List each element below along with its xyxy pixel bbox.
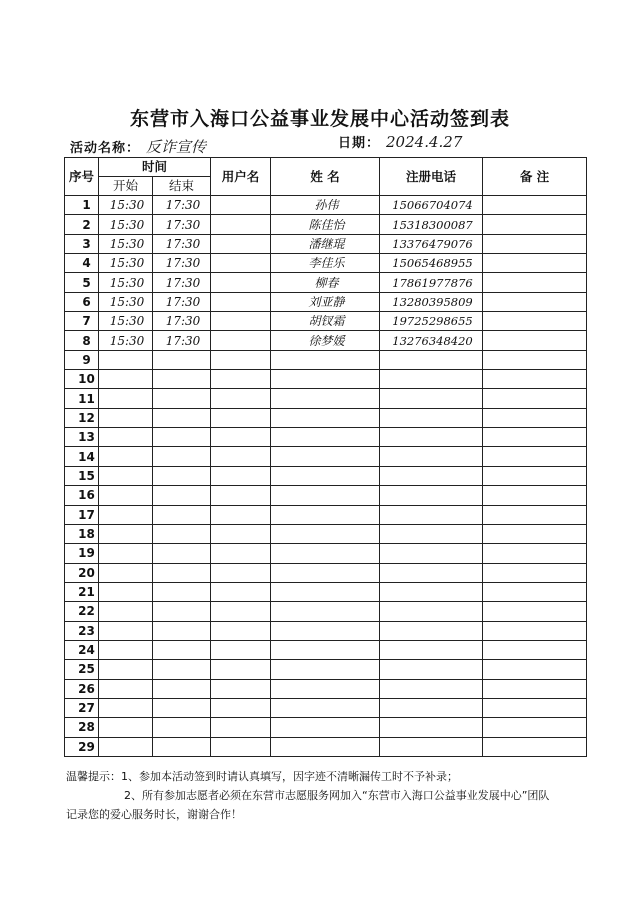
row-name: 柳春 bbox=[271, 273, 380, 292]
row-start-time bbox=[99, 602, 153, 621]
row-phone bbox=[380, 370, 483, 389]
row-end-time bbox=[153, 737, 211, 756]
table-row bbox=[65, 544, 587, 563]
row-seq: 14 bbox=[65, 447, 99, 466]
row-start-time: 15:30 bbox=[99, 312, 153, 331]
table-row bbox=[65, 524, 587, 543]
row-phone bbox=[380, 350, 483, 369]
row-name bbox=[271, 466, 380, 485]
row-username bbox=[211, 254, 271, 273]
table-row bbox=[65, 698, 587, 717]
table-row bbox=[65, 331, 587, 350]
row-seq: 5 bbox=[65, 273, 99, 292]
table-row bbox=[65, 602, 587, 621]
row-start-time bbox=[99, 350, 153, 369]
row-end-time bbox=[153, 350, 211, 369]
row-end-time: 17:30 bbox=[153, 234, 211, 253]
row-end-time bbox=[153, 544, 211, 563]
row-username bbox=[211, 234, 271, 253]
row-phone bbox=[380, 660, 483, 679]
header-start: 开始 bbox=[99, 177, 153, 196]
header-name: 姓 名 bbox=[271, 158, 380, 196]
row-name bbox=[271, 737, 380, 756]
row-username bbox=[211, 389, 271, 408]
row-username bbox=[211, 602, 271, 621]
row-name: 胡钗霜 bbox=[271, 312, 380, 331]
row-remarks bbox=[483, 660, 587, 679]
row-username bbox=[211, 544, 271, 563]
row-start-time bbox=[99, 408, 153, 427]
row-name: 孙伟 bbox=[271, 196, 380, 215]
table-row bbox=[65, 408, 587, 427]
row-phone: 15065468955 bbox=[380, 254, 483, 273]
row-phone bbox=[380, 698, 483, 717]
row-start-time bbox=[99, 428, 153, 447]
row-username bbox=[211, 215, 271, 234]
row-phone bbox=[380, 563, 483, 582]
row-end-time bbox=[153, 679, 211, 698]
table-row bbox=[65, 428, 587, 447]
row-remarks bbox=[483, 254, 587, 273]
table-row bbox=[65, 312, 587, 331]
row-username bbox=[211, 582, 271, 601]
row-seq: 16 bbox=[65, 486, 99, 505]
row-seq: 4 bbox=[65, 254, 99, 273]
row-remarks bbox=[483, 312, 587, 331]
row-seq: 21 bbox=[65, 582, 99, 601]
row-end-time: 17:30 bbox=[153, 254, 211, 273]
row-username bbox=[211, 273, 271, 292]
row-seq: 23 bbox=[65, 621, 99, 640]
row-remarks bbox=[483, 215, 587, 234]
row-start-time: 15:30 bbox=[99, 196, 153, 215]
row-seq: 1 bbox=[65, 196, 99, 215]
row-seq: 7 bbox=[65, 312, 99, 331]
row-seq: 2 bbox=[65, 215, 99, 234]
header-seq: 序号 bbox=[65, 158, 99, 196]
row-username bbox=[211, 640, 271, 659]
row-remarks bbox=[483, 698, 587, 717]
row-remarks bbox=[483, 563, 587, 582]
row-name bbox=[271, 505, 380, 524]
row-username bbox=[211, 718, 271, 737]
table-row bbox=[65, 486, 587, 505]
row-end-time: 17:30 bbox=[153, 196, 211, 215]
row-seq: 29 bbox=[65, 737, 99, 756]
row-start-time bbox=[99, 698, 153, 717]
row-seq: 25 bbox=[65, 660, 99, 679]
signin-table bbox=[64, 157, 587, 757]
row-start-time: 15:30 bbox=[99, 215, 153, 234]
table-body bbox=[65, 196, 587, 757]
row-end-time bbox=[153, 602, 211, 621]
row-username bbox=[211, 428, 271, 447]
row-end-time bbox=[153, 466, 211, 485]
row-end-time bbox=[153, 660, 211, 679]
row-start-time bbox=[99, 486, 153, 505]
row-name bbox=[271, 679, 380, 698]
table-row bbox=[65, 621, 587, 640]
notes bbox=[66, 767, 586, 824]
table-row bbox=[65, 254, 587, 273]
row-end-time bbox=[153, 408, 211, 427]
row-phone bbox=[380, 737, 483, 756]
date-label: 日期： bbox=[338, 136, 381, 151]
row-seq: 22 bbox=[65, 602, 99, 621]
row-start-time bbox=[99, 505, 153, 524]
table-row bbox=[65, 292, 587, 311]
note-line-1: 温馨提示：1、参加本活动签到时请认真填写，因字迹不清晰漏传工时不予补录； bbox=[66, 770, 458, 783]
header-username: 用户名 bbox=[211, 158, 271, 196]
row-end-time bbox=[153, 582, 211, 601]
row-remarks bbox=[483, 408, 587, 427]
row-start-time: 15:30 bbox=[99, 254, 153, 273]
row-start-time bbox=[99, 389, 153, 408]
row-seq: 18 bbox=[65, 524, 99, 543]
row-remarks bbox=[483, 196, 587, 215]
row-seq: 9 bbox=[65, 350, 99, 369]
row-remarks bbox=[483, 370, 587, 389]
row-username bbox=[211, 660, 271, 679]
row-end-time bbox=[153, 621, 211, 640]
row-phone: 13280395809 bbox=[380, 292, 483, 311]
row-name bbox=[271, 698, 380, 717]
row-phone bbox=[380, 505, 483, 524]
row-phone bbox=[380, 602, 483, 621]
row-phone bbox=[380, 466, 483, 485]
row-end-time bbox=[153, 389, 211, 408]
row-username bbox=[211, 350, 271, 369]
table-row bbox=[65, 215, 587, 234]
sheet-title: 东营市入海口公益事业发展中心活动签到表 bbox=[129, 108, 510, 130]
row-phone bbox=[380, 524, 483, 543]
row-username bbox=[211, 698, 271, 717]
row-username bbox=[211, 331, 271, 350]
row-remarks bbox=[483, 466, 587, 485]
row-seq: 24 bbox=[65, 640, 99, 659]
table-row bbox=[65, 640, 587, 659]
row-username bbox=[211, 292, 271, 311]
row-remarks bbox=[483, 273, 587, 292]
row-phone bbox=[380, 447, 483, 466]
row-remarks bbox=[483, 486, 587, 505]
row-seq: 3 bbox=[65, 234, 99, 253]
row-end-time bbox=[153, 447, 211, 466]
header-time: 时间 bbox=[99, 158, 211, 177]
table-row bbox=[65, 505, 587, 524]
row-remarks bbox=[483, 428, 587, 447]
row-name bbox=[271, 718, 380, 737]
row-seq: 27 bbox=[65, 698, 99, 717]
table-row bbox=[65, 350, 587, 369]
row-start-time bbox=[99, 582, 153, 601]
row-phone bbox=[380, 408, 483, 427]
row-phone bbox=[380, 718, 483, 737]
row-end-time bbox=[153, 718, 211, 737]
row-remarks bbox=[483, 582, 587, 601]
row-name bbox=[271, 582, 380, 601]
row-seq: 28 bbox=[65, 718, 99, 737]
row-name bbox=[271, 660, 380, 679]
row-username bbox=[211, 196, 271, 215]
date-field bbox=[338, 132, 462, 151]
row-phone: 19725298655 bbox=[380, 312, 483, 331]
row-end-time bbox=[153, 563, 211, 582]
row-name bbox=[271, 447, 380, 466]
row-end-time: 17:30 bbox=[153, 215, 211, 234]
row-end-time bbox=[153, 486, 211, 505]
row-username bbox=[211, 408, 271, 427]
note-line-2: 2、所有参加志愿者必须在东营市志愿服务网加入“东营市入海口公益事业发展中心”团队 bbox=[124, 789, 550, 802]
row-seq: 17 bbox=[65, 505, 99, 524]
row-phone bbox=[380, 640, 483, 659]
header-remarks: 备 注 bbox=[483, 158, 587, 196]
row-start-time bbox=[99, 679, 153, 698]
table-row bbox=[65, 660, 587, 679]
row-name bbox=[271, 621, 380, 640]
table-row bbox=[65, 234, 587, 253]
table-row bbox=[65, 273, 587, 292]
row-username bbox=[211, 370, 271, 389]
note-line-3: 记录您的爱心服务时长，谢谢合作！ bbox=[66, 808, 242, 821]
row-seq: 19 bbox=[65, 544, 99, 563]
table-row bbox=[65, 370, 587, 389]
row-remarks bbox=[483, 350, 587, 369]
row-seq: 13 bbox=[65, 428, 99, 447]
header-phone: 注册电话 bbox=[380, 158, 483, 196]
row-username bbox=[211, 486, 271, 505]
row-name bbox=[271, 370, 380, 389]
date-value: 2024.4.27 bbox=[386, 133, 463, 151]
row-phone bbox=[380, 621, 483, 640]
row-name bbox=[271, 350, 380, 369]
activity-name-value: 反诈宣传 bbox=[146, 138, 207, 156]
row-remarks bbox=[483, 331, 587, 350]
row-name bbox=[271, 640, 380, 659]
row-start-time: 15:30 bbox=[99, 292, 153, 311]
row-remarks bbox=[483, 524, 587, 543]
row-phone: 17861977876 bbox=[380, 273, 483, 292]
row-phone bbox=[380, 486, 483, 505]
row-name: 潘继琨 bbox=[271, 234, 380, 253]
row-name: 徐梦媛 bbox=[271, 331, 380, 350]
row-start-time bbox=[99, 660, 153, 679]
row-name bbox=[271, 524, 380, 543]
row-phone: 13276348420 bbox=[380, 331, 483, 350]
row-start-time bbox=[99, 718, 153, 737]
row-username bbox=[211, 563, 271, 582]
row-seq: 11 bbox=[65, 389, 99, 408]
table-row bbox=[65, 389, 587, 408]
row-name bbox=[271, 602, 380, 621]
row-end-time bbox=[153, 640, 211, 659]
row-remarks bbox=[483, 505, 587, 524]
table-row bbox=[65, 582, 587, 601]
row-end-time bbox=[153, 524, 211, 543]
row-start-time: 15:30 bbox=[99, 234, 153, 253]
row-start-time bbox=[99, 621, 153, 640]
row-end-time: 17:30 bbox=[153, 273, 211, 292]
row-name bbox=[271, 389, 380, 408]
row-username bbox=[211, 312, 271, 331]
row-name: 李佳乐 bbox=[271, 254, 380, 273]
row-remarks bbox=[483, 544, 587, 563]
row-phone bbox=[380, 544, 483, 563]
row-username bbox=[211, 737, 271, 756]
table-row bbox=[65, 196, 587, 215]
table-row bbox=[65, 563, 587, 582]
row-remarks bbox=[483, 234, 587, 253]
table-row bbox=[65, 679, 587, 698]
row-end-time bbox=[153, 370, 211, 389]
table-row bbox=[65, 718, 587, 737]
row-end-time bbox=[153, 505, 211, 524]
row-name bbox=[271, 486, 380, 505]
row-remarks bbox=[483, 718, 587, 737]
row-start-time bbox=[99, 640, 153, 659]
table-row bbox=[65, 466, 587, 485]
row-phone bbox=[380, 582, 483, 601]
header-end: 结束 bbox=[153, 177, 211, 196]
row-start-time bbox=[99, 737, 153, 756]
row-remarks bbox=[483, 679, 587, 698]
row-phone: 15066704074 bbox=[380, 196, 483, 215]
row-name bbox=[271, 544, 380, 563]
row-seq: 15 bbox=[65, 466, 99, 485]
row-start-time bbox=[99, 466, 153, 485]
row-end-time: 17:30 bbox=[153, 312, 211, 331]
row-remarks bbox=[483, 389, 587, 408]
row-username bbox=[211, 447, 271, 466]
row-username bbox=[211, 621, 271, 640]
row-seq: 10 bbox=[65, 370, 99, 389]
row-start-time bbox=[99, 544, 153, 563]
row-remarks bbox=[483, 602, 587, 621]
row-username bbox=[211, 466, 271, 485]
row-username bbox=[211, 505, 271, 524]
row-seq: 12 bbox=[65, 408, 99, 427]
row-remarks bbox=[483, 447, 587, 466]
row-username bbox=[211, 679, 271, 698]
row-end-time bbox=[153, 428, 211, 447]
activity-name-label: 活动名称： bbox=[70, 141, 141, 156]
row-end-time bbox=[153, 698, 211, 717]
row-remarks bbox=[483, 737, 587, 756]
row-seq: 8 bbox=[65, 331, 99, 350]
row-end-time: 17:30 bbox=[153, 292, 211, 311]
row-phone bbox=[380, 389, 483, 408]
row-start-time: 15:30 bbox=[99, 273, 153, 292]
row-name bbox=[271, 428, 380, 447]
row-name: 刘亚静 bbox=[271, 292, 380, 311]
row-name bbox=[271, 563, 380, 582]
row-start-time bbox=[99, 447, 153, 466]
table-row bbox=[65, 447, 587, 466]
row-remarks bbox=[483, 640, 587, 659]
row-start-time bbox=[99, 524, 153, 543]
row-phone bbox=[380, 428, 483, 447]
row-name: 陈佳怡 bbox=[271, 215, 380, 234]
row-start-time bbox=[99, 370, 153, 389]
row-username bbox=[211, 524, 271, 543]
row-end-time: 17:30 bbox=[153, 331, 211, 350]
row-remarks bbox=[483, 292, 587, 311]
row-name bbox=[271, 408, 380, 427]
row-start-time bbox=[99, 563, 153, 582]
row-phone bbox=[380, 679, 483, 698]
row-remarks bbox=[483, 621, 587, 640]
table-row bbox=[65, 737, 587, 756]
row-phone: 13376479076 bbox=[380, 234, 483, 253]
row-seq: 6 bbox=[65, 292, 99, 311]
row-phone: 15318300087 bbox=[380, 215, 483, 234]
row-seq: 26 bbox=[65, 679, 99, 698]
activity-name-field bbox=[70, 136, 206, 157]
row-start-time: 15:30 bbox=[99, 331, 153, 350]
row-seq: 20 bbox=[65, 563, 99, 582]
